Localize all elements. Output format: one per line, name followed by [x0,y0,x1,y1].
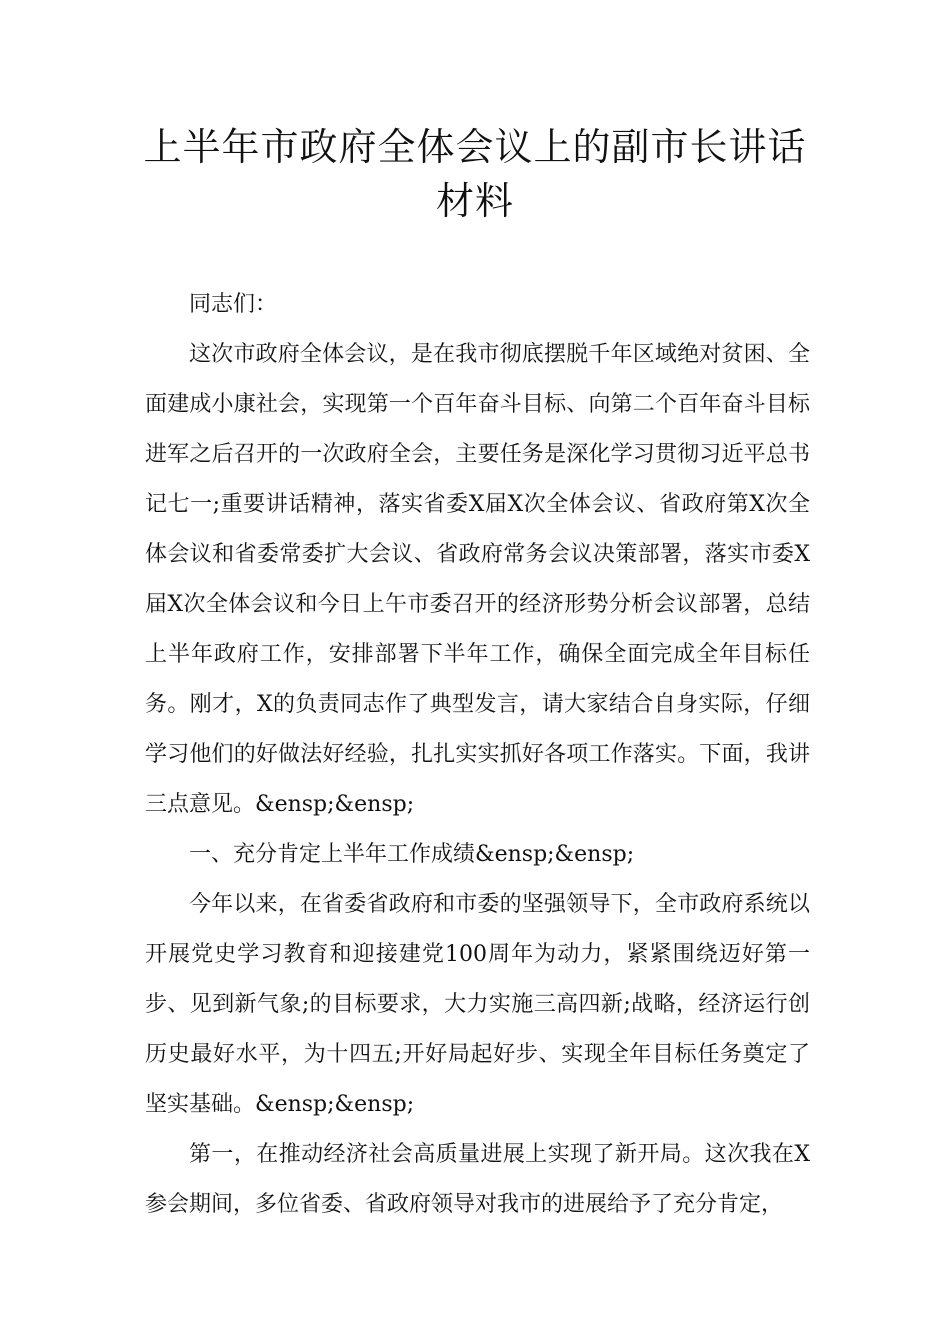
document-title [0,120,950,228]
salutation-paragraph: 同志们： [189,292,278,317]
achievement-paragraph: 今年以来，在省委省政府和市委的坚强领导下，全市政府系统以开展党史学习教育和迎接建党100周年为动力，紧紧围绕迈好第一步、见到新气象;的目标要求，大力实施三高四新;战略，经济运行创历史最好水平，为十四五;开好局起好步、实现全年目标任务奠定了坚实基础。&ensp;&ensp; [145,892,810,1117]
title-line-2: 材料 [435,179,514,223]
first-point-paragraph: 第一，在推动经济社会高质量进展上实现了新开局。这次我在X参会期间，多位省委、省政府领导对我市的进展给予了充分肯定， [145,1142,810,1217]
title-line-1: 上半年市政府全体会议上的副市长讲话 [143,125,807,169]
section-heading-1: 一、充分肯定上半年工作成绩&ensp;&ensp; [189,842,635,867]
document-body [145,280,810,1230]
intro-paragraph: 这次市政府全体会议，是在我市彻底摆脱千年区域绝对贫困、全面建成小康社会，实现第一个百年奋斗目标、向第二个百年奋斗目标进军之后召开的一次政府全会，主要任务是深化学习贯彻习近平总书记七一;重要讲话精神，落实省委X届X次全体会议、省政府第X次全体会议和省委常委扩大会议、省政府常务会议决策部署，落实市委X届X次全体会议和今日上午市委召开的经济形势分析会议部署，总结上半年政府工作，安排部署下半年工作，确保全面完成全年目标任务。刚才，X的负责同志作了典型发言，请大家结合自身实际，仔细学习他们的好做法好经验，扎扎实实抓好各项工作落实。下面，我讲三点意见。&ensp;&ensp; [145,342,810,817]
